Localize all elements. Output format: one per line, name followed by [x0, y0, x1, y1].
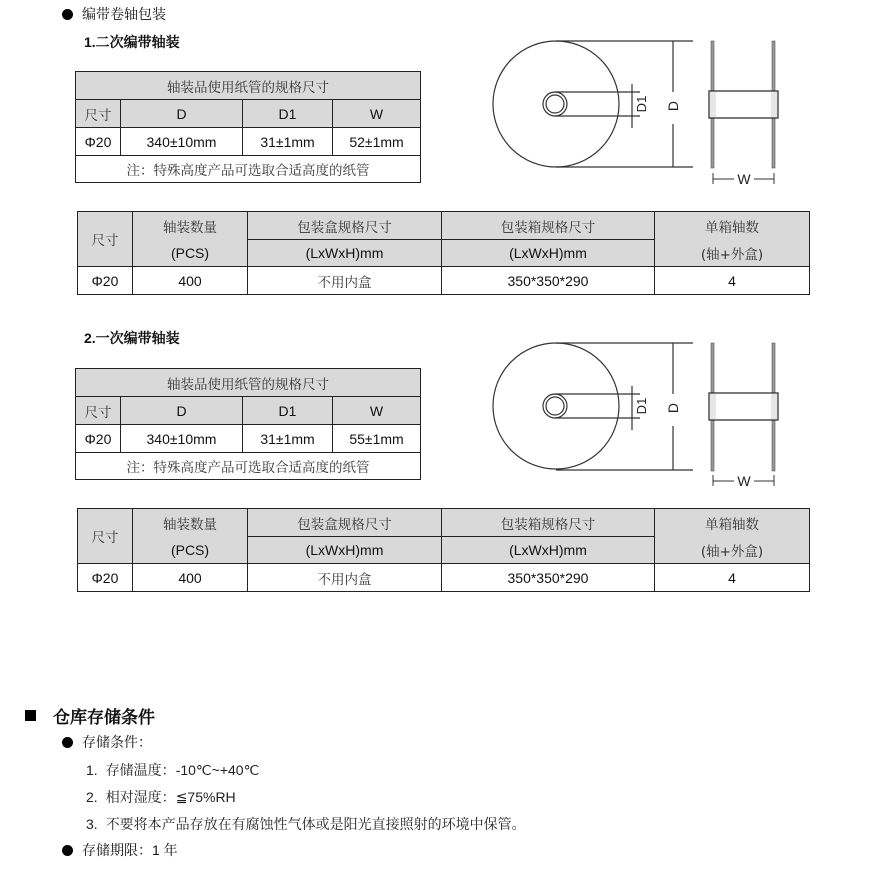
pack-col-qty-unit: (PCS) [133, 240, 248, 267]
pack-col-qty: 轴装数量 [133, 212, 248, 240]
tube-table-header: 轴装品使用纸管的规格尺寸 [76, 369, 421, 397]
storage-section-title [25, 703, 155, 728]
pack-cell-size: Φ20 [78, 267, 133, 295]
reel-front-view-icon [493, 343, 693, 470]
pack-col-box: 包装盒规格尺寸 [248, 509, 442, 537]
pack-col-carton: 包装箱规格尺寸 [442, 212, 655, 240]
item-number: 3. [86, 816, 98, 832]
col-d1: D1 [243, 100, 333, 128]
cell-w: 55±1mm [333, 425, 421, 453]
cell-d1: 31±1mm [243, 128, 333, 156]
reel-diagram-1 [480, 30, 800, 200]
label-d: D [665, 402, 681, 414]
reel-diagram-2 [480, 330, 800, 500]
reel-side-view-icon [709, 41, 778, 184]
storage-conditions-label: 存储条件： [82, 735, 152, 751]
pack-cell-carton: 350*350*290 [442, 267, 655, 295]
pack-col-reels: 单箱轴数 [655, 509, 810, 537]
pack-col-qty: 轴装数量 [133, 509, 248, 537]
col-d1: D1 [243, 397, 333, 425]
pack-col-carton-unit: (LxWxH)mm [442, 537, 655, 564]
pack-cell-reels: 4 [655, 564, 810, 592]
cell-w: 52±1mm [333, 128, 421, 156]
bullet-dot-icon [62, 9, 73, 20]
reel-side-view-icon [709, 343, 778, 486]
col-w: W [333, 100, 421, 128]
pack-col-qty-unit: (PCS) [133, 537, 248, 564]
pack-col-reels: 单箱轴数 [655, 212, 810, 240]
tube-table-header: 轴装品使用纸管的规格尺寸 [76, 72, 421, 100]
pack-col-carton: 包装箱规格尺寸 [442, 509, 655, 537]
storage-item-environment [86, 814, 526, 834]
cell-d1: 31±1mm [243, 425, 333, 453]
packaging-bullet-label: 编带卷轴包装 [82, 7, 166, 23]
storage-conditions-bullet [62, 732, 152, 752]
pack-cell-qty: 400 [133, 267, 248, 295]
col-w: W [333, 397, 421, 425]
bullet-dot-icon [62, 737, 73, 748]
pack-col-box-unit: (LxWxH)mm [248, 240, 442, 267]
pack-col-box-unit: (LxWxH)mm [248, 537, 442, 564]
tube-spec-table-1 [75, 71, 421, 183]
item-label: 不要将本产品存放在有腐蚀性气体或是阳光直接照射的环境中保管。 [105, 817, 526, 833]
storage-period-value: 1 年 [152, 842, 178, 858]
item-number: 2. [86, 789, 98, 805]
tube-table-note: 注：特殊高度产品可选取合适高度的纸管 [76, 156, 421, 183]
pack-cell-size: Φ20 [78, 564, 133, 592]
pack-cell-carton: 350*350*290 [442, 564, 655, 592]
pack-cell-box: 不用内盒 [248, 564, 442, 592]
pack-col-carton-unit: (LxWxH)mm [442, 240, 655, 267]
item-label: 存储温度： [105, 763, 176, 779]
reel-front-view-icon [493, 41, 693, 167]
bullet-dot-icon [62, 845, 73, 856]
storage-item-humidity [86, 787, 236, 807]
section-2-title: 2.一次编带轴装 [84, 330, 180, 346]
square-bullet-icon [25, 710, 36, 721]
pack-col-reels-unit: (轴+外盒) [655, 240, 810, 267]
col-d: D [121, 100, 243, 128]
col-size: 尺寸 [76, 397, 121, 425]
storage-item-temperature [86, 760, 259, 780]
pack-spec-table-2 [77, 508, 810, 592]
cell-d: 340±10mm [121, 128, 243, 156]
col-d: D [121, 397, 243, 425]
item-value: -10℃~+40℃ [175, 762, 260, 778]
cell-size: Φ20 [76, 425, 121, 453]
storage-period-bullet [62, 840, 178, 860]
cell-d: 340±10mm [121, 425, 243, 453]
tube-spec-table-2 [75, 368, 421, 480]
col-size: 尺寸 [76, 100, 121, 128]
cell-size: Φ20 [76, 128, 121, 156]
pack-cell-box: 不用内盒 [248, 267, 442, 295]
packaging-bullet [62, 4, 166, 24]
item-number: 1. [86, 762, 98, 778]
item-label: 相对湿度： [105, 790, 176, 806]
pack-col-size: 尺寸 [78, 212, 133, 267]
pack-cell-reels: 4 [655, 267, 810, 295]
pack-cell-qty: 400 [133, 564, 248, 592]
label-d1: D1 [634, 397, 649, 415]
item-value: ≦75%RH [175, 789, 236, 805]
label-w: W [737, 473, 751, 489]
storage-title: 仓库存储条件 [53, 708, 155, 728]
label-d: D [665, 100, 681, 112]
pack-col-size: 尺寸 [78, 509, 133, 564]
label-d1: D1 [634, 95, 649, 113]
section-1-title: 1.二次编带轴装 [84, 34, 180, 50]
label-w: W [737, 171, 751, 187]
storage-period-label: 存储期限： [82, 843, 152, 859]
pack-col-box: 包装盒规格尺寸 [248, 212, 442, 240]
tube-table-note: 注：特殊高度产品可选取合适高度的纸管 [76, 453, 421, 480]
pack-col-reels-unit: (轴+外盒) [655, 537, 810, 564]
pack-spec-table-1 [77, 211, 810, 295]
